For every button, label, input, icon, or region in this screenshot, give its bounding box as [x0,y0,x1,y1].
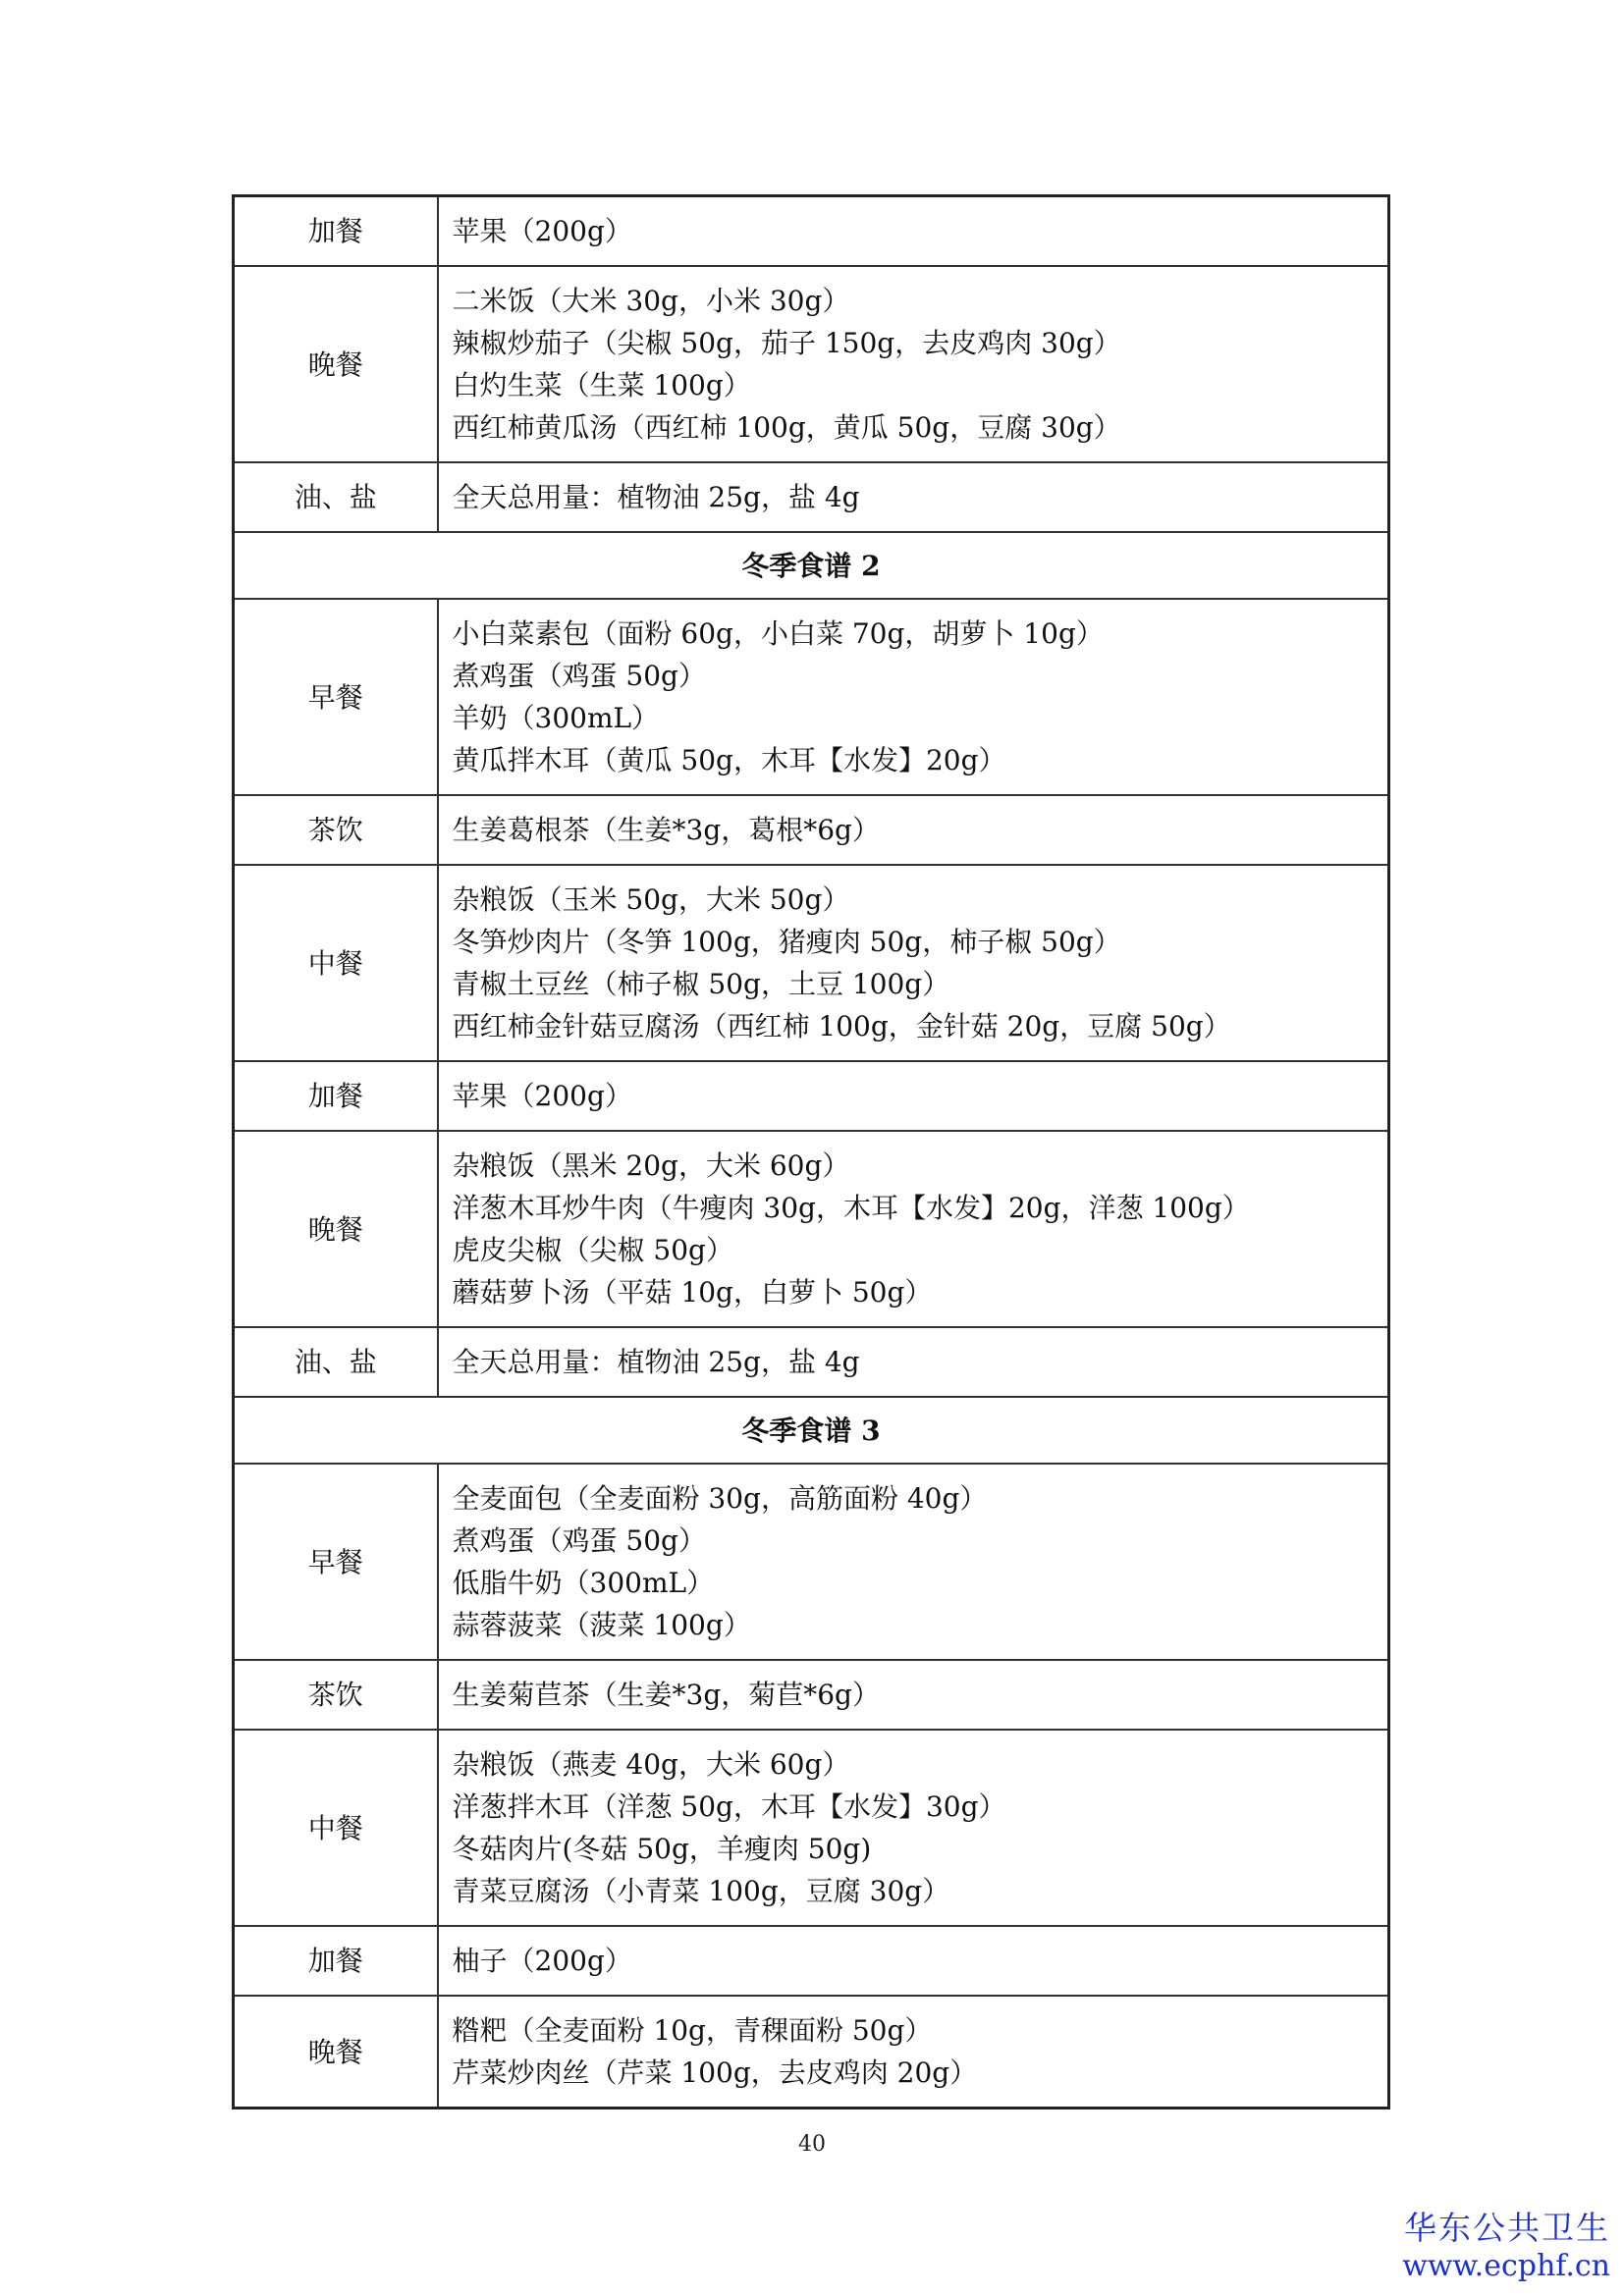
meal-item: 杂粮饭（燕麦 40g，大米 60g） [452,1748,850,1781]
meal-row [234,1061,1389,1131]
meal-name: 加餐 [234,1061,438,1131]
meal-item: 西红柿黄瓜汤（西红柿 100g，黄瓜 50g，豆腐 30g） [452,411,1121,444]
meal-name: 晚餐 [234,1996,438,2109]
meal-item: 二米饭（大米 30g，小米 30g） [452,285,850,317]
meal-items [438,196,1389,267]
meal-items [438,266,1389,462]
watermark-name: 华东公共卫生 [1404,2209,1610,2247]
meal-row [234,865,1389,1061]
meal-row [234,795,1389,865]
meal-item: 黄瓜拌木耳（黄瓜 50g，木耳【水发】20g） [452,744,1006,776]
meal-row [234,599,1389,795]
meal-items [438,1464,1389,1660]
watermark-url[interactable]: www.ecphf.cn [1402,2249,1610,2283]
meal-items [438,1131,1389,1327]
section-title: 冬季食谱 3 [234,1397,1389,1464]
meal-name: 早餐 [234,1464,438,1660]
meal-row [234,1464,1389,1660]
meal-items [438,462,1389,532]
meal-item: 生姜菊苣茶（生姜*3g，菊苣*6g） [452,1679,880,1711]
meal-items [438,599,1389,795]
meal-item: 白灼生菜（生菜 100g） [452,369,751,401]
meal-items [438,1996,1389,2109]
meal-item: 煮鸡蛋（鸡蛋 50g） [452,1524,706,1557]
meal-item: 生姜葛根茶（生姜*3g，葛根*6g） [452,814,880,846]
meal-row [234,1131,1389,1327]
meal-item: 柚子（200g） [452,1945,632,1977]
meal-item: 洋葱木耳炒牛肉（牛瘦肉 30g，木耳【水发】20g，洋葱 100g） [452,1192,1250,1224]
meal-item: 蘑菇萝卜汤（平菇 10g，白萝卜 50g） [452,1276,933,1308]
page-number: 40 [798,2132,826,2157]
meal-name: 茶饮 [234,1660,438,1730]
menu-table [232,194,1390,2109]
section-header-row [234,1397,1389,1464]
meal-item: 辣椒炒茄子（尖椒 50g，茄子 150g，去皮鸡肉 30g） [452,327,1121,359]
meal-name: 加餐 [234,196,438,267]
meal-row [234,1660,1389,1730]
meal-items [438,795,1389,865]
section-title: 冬季食谱 2 [234,532,1389,599]
meal-item: 青椒土豆丝（柿子椒 50g，土豆 100g） [452,968,950,1000]
meal-item: 冬菇肉片(冬菇 50g，羊瘦肉 50g) [452,1833,872,1865]
meal-items [438,865,1389,1061]
meal-name: 加餐 [234,1926,438,1996]
meal-item: 全麦面包（全麦面粉 30g，高筋面粉 40g） [452,1482,988,1515]
meal-item: 低脂牛奶（300mL） [452,1567,715,1599]
meal-item: 西红柿金针菇豆腐汤（西红柿 100g，金针菇 20g，豆腐 50g） [452,1010,1231,1042]
meal-row [234,266,1389,462]
meal-name: 油、盐 [234,462,438,532]
meal-item: 杂粮饭（黑米 20g，大米 60g） [452,1149,850,1182]
meal-row [234,196,1389,267]
meal-name: 中餐 [234,1730,438,1926]
meal-name: 晚餐 [234,1131,438,1327]
meal-row [234,1327,1389,1397]
meal-name: 茶饮 [234,795,438,865]
meal-item: 煮鸡蛋（鸡蛋 50g） [452,660,706,692]
meal-name: 油、盐 [234,1327,438,1397]
watermark[interactable] [1402,2208,1610,2284]
meal-item: 洋葱拌木耳（洋葱 50g，木耳【水发】30g） [452,1790,1006,1823]
meal-items [438,1926,1389,1996]
meal-item: 糌粑（全麦面粉 10g，青稞面粉 50g） [452,2014,933,2047]
meal-name: 中餐 [234,865,438,1061]
meal-item: 小白菜素包（面粉 60g，小白菜 70g，胡萝卜 10g） [452,617,1104,650]
meal-item: 苹果（200g） [452,215,632,247]
meal-item: 全天总用量：植物油 25g，盐 4g [452,481,860,513]
meal-item: 虎皮尖椒（尖椒 50g） [452,1234,733,1266]
meal-item: 全天总用量：植物油 25g，盐 4g [452,1346,860,1378]
meal-name: 晚餐 [234,266,438,462]
meal-items [438,1660,1389,1730]
meal-items [438,1730,1389,1926]
meal-name: 早餐 [234,599,438,795]
meal-row [234,1926,1389,1996]
meal-item: 苹果（200g） [452,1080,632,1112]
meal-item: 杂粮饭（玉米 50g，大米 50g） [452,883,850,916]
meal-items [438,1061,1389,1131]
meal-item: 青菜豆腐汤（小青菜 100g，豆腐 30g） [452,1875,950,1907]
meal-item: 蒜蓉菠菜（菠菜 100g） [452,1609,751,1641]
meal-item: 芹菜炒肉丝（芹菜 100g，去皮鸡肉 20g） [452,2056,978,2089]
meal-row [234,1996,1389,2109]
meal-row [234,462,1389,532]
section-header-row [234,532,1389,599]
meal-item: 羊奶（300mL） [452,702,660,734]
meal-item: 冬笋炒肉片（冬笋 100g，猪瘦肉 50g，柿子椒 50g） [452,926,1121,958]
meal-row [234,1730,1389,1926]
meal-items [438,1327,1389,1397]
